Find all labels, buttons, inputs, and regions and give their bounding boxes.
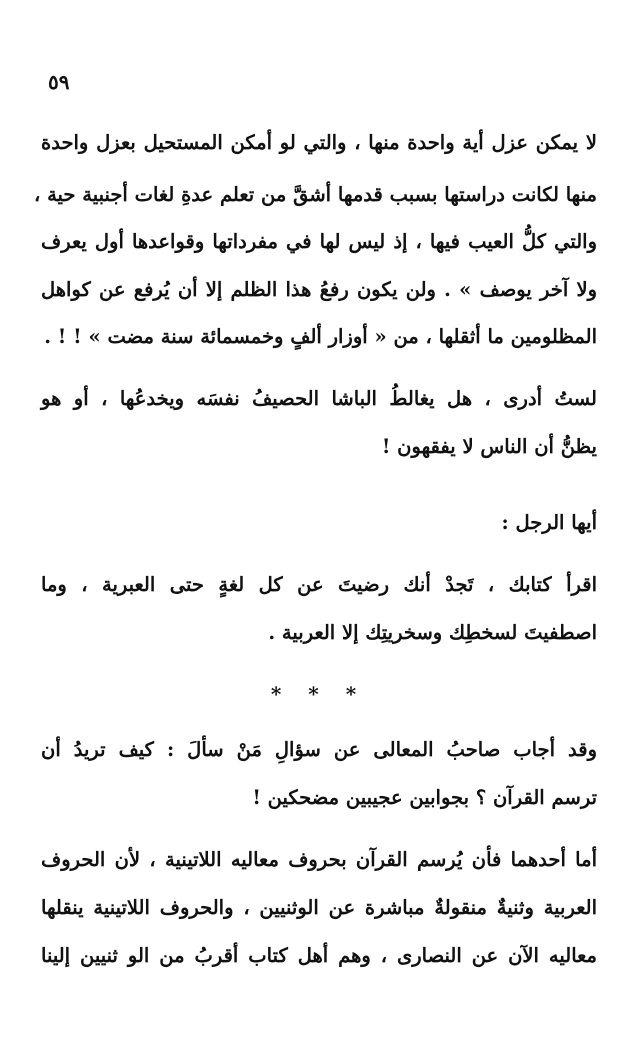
text-line: معاليه الآن عن النصارى ، وهم أهل كتاب أقربُ من الو ثنيين إلينا <box>41 944 597 967</box>
text-line: العربية وثنيةٌ منقولةٌ مباشرة عن الوثنيين ، والحروف اللاتينية ينقلها <box>41 896 597 919</box>
text-line: وقد أجاب صاحبُ المعالى عن سؤالِ مَنْ سألَ : كيف تريدُ أن <box>41 738 597 761</box>
text-line: أيها الرجل : <box>501 511 597 534</box>
text-line: ترسم القرآن ؟ بجوابين عجيبين مضحكين ! <box>252 786 597 809</box>
text-line: المظلومين ما أثقلها ، من « أوزار ألفٍ وخمسمائة سنة مضت » ! ! . <box>44 325 597 348</box>
text-line: لستُ أدرى ، هل يغالطُ الباشا الحصيفُ نفسَه ويخدعُها ، أو هو <box>41 387 597 410</box>
text-line: منها لكانت دراستها بسبب قدمها أشقَّ من تعلم عدةِ لغات أجنبية حية ، <box>34 183 597 206</box>
text-line: لا يمكن عزل أية واحدة منها ، والتي لو أمكن المستحيل بعزل واحدة <box>41 131 597 154</box>
text-line: أما أحدهما فأن يُرسم القرآن بحروف معاليه اللاتينية ، لأن الحروف <box>41 848 597 871</box>
section-separator: * * * <box>270 682 367 706</box>
page-number: ٥٩ <box>48 70 70 94</box>
text-line: يظنُّ أن الناس لا يفقهون ! <box>381 435 597 458</box>
text-line: ولا آخر يوصف » . ولن يكون رفعُ هذا الظلم إلا أن يُرفع عن كواهل <box>41 278 597 301</box>
text-line: اصطفيتَ لسخطِك وسخريتِك إلا العربية . <box>268 621 597 644</box>
text-line: اقرأ كتابك ، تَجدْ أنك رضيتَ عن كل لغةٍ حتى العبرية ، وما <box>41 573 597 596</box>
text-line: والتي كلُّ العيب فيها ، إذ ليس لها في مفرداتها وقواعدها أول يعرف <box>41 230 597 253</box>
